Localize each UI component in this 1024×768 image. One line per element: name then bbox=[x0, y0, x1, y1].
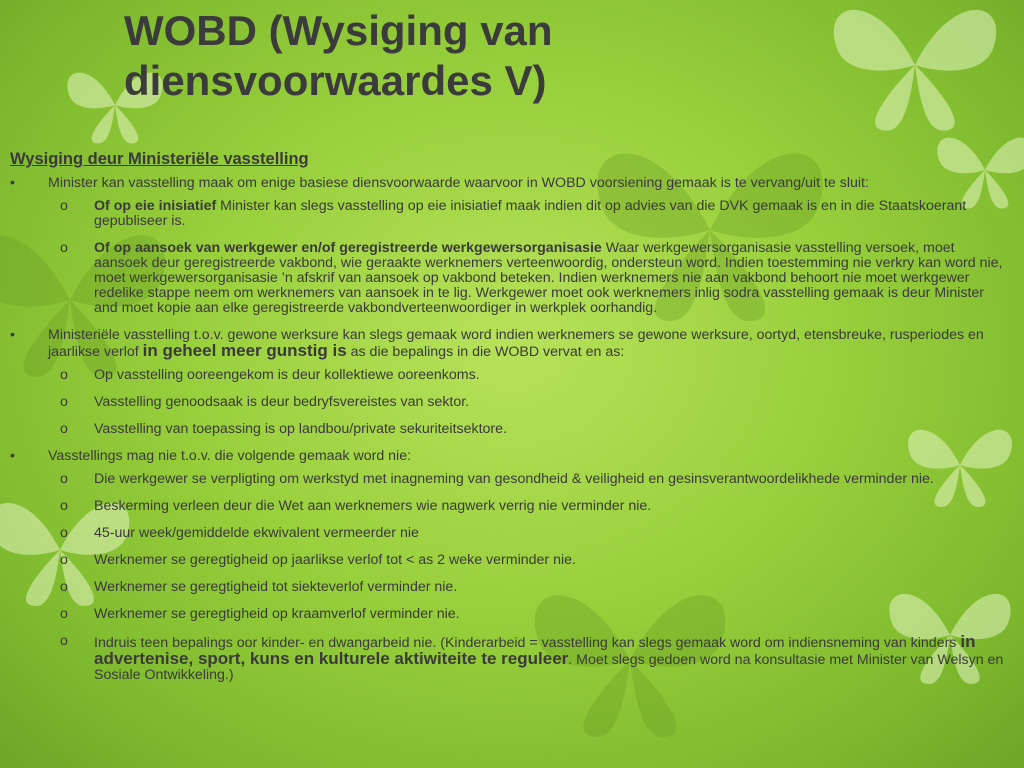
bullet-item bbox=[10, 176, 1010, 191]
sub-bullet-item bbox=[10, 553, 1010, 568]
bullet-emphasis: in geheel meer gunstig is bbox=[142, 341, 347, 360]
bullet-text: Ministeriële vasstelling t.o.v. gewone werksure kan slegs gemaak word indien werknemers se gewone werksure, oortyd, etensbreuke, rusperiodes en jaarlikse verlof bbox=[48, 327, 984, 360]
bullet-marker: • bbox=[10, 327, 15, 343]
sub-bullet-text: Werknemer se geregtigheid op jaarlikse verlof tot < as 2 weke verminder nie. bbox=[94, 552, 576, 568]
sub-bullet-marker: o bbox=[60, 633, 68, 649]
sub-bullet-text: Op vasstelling ooreengekom is deur kollektiewe ooreenkoms. bbox=[94, 367, 480, 383]
sub-bullet-bold: Of op aansoek van werkgewer en/of geregistreerde werkgewersorganisasie bbox=[94, 240, 602, 256]
sub-bullet-text: Die werkgewer se verpligting om werkstyd met inagneming van gesondheid & veiligheid en gesinsverantwoordelikhede verminder nie. bbox=[94, 471, 934, 487]
sub-bullet-bold: Of op eie inisiatief bbox=[94, 198, 217, 214]
sub-bullet-marker: o bbox=[60, 579, 68, 595]
sub-bullet-item bbox=[10, 526, 1010, 541]
sub-bullet-item bbox=[10, 607, 1010, 622]
sub-bullet-marker: o bbox=[60, 240, 68, 256]
sub-bullet-item bbox=[10, 199, 1010, 229]
sub-bullet-text: 45-uur week/gemiddelde ekwivalent vermeerder nie bbox=[94, 525, 419, 541]
bullet-marker: • bbox=[10, 448, 15, 464]
sub-bullet-emphasis: in advertenise, sport, kuns en kulturele aktiwiteite te reguleer bbox=[94, 632, 976, 668]
slide-title: WOBD (Wysiging van diensvoorwaardes V) bbox=[124, 7, 553, 104]
sub-bullet-marker: o bbox=[60, 471, 68, 487]
sub-bullet-item bbox=[10, 580, 1010, 595]
sub-bullet-item bbox=[10, 422, 1010, 437]
sub-bullet-marker: o bbox=[60, 421, 68, 437]
sub-bullet-text: . Moet slegs gedoen word na konsultasie met Minister van Welsyn en Sosiale Ontwikkeling.) bbox=[94, 652, 1004, 683]
sub-bullet-text: Vasstelling genoodsaak is deur bedryfsvereistes van sektor. bbox=[94, 394, 470, 410]
sub-bullet-marker: o bbox=[60, 525, 68, 541]
bullet-text: as die bepalings in die WOBD vervat en as: bbox=[346, 344, 625, 360]
butterfly-decoration bbox=[820, 0, 1010, 140]
sub-bullet-marker: o bbox=[60, 552, 68, 568]
sub-bullet-marker: o bbox=[60, 367, 68, 383]
sub-bullet-text: Beskerming verleen deur die Wet aan werknemers wie nagwerk verrig nie verminder nie. bbox=[94, 498, 652, 514]
sub-bullet-text: Werknemer se geregtigheid tot siekteverlof verminder nie. bbox=[94, 579, 458, 595]
sub-bullet-item bbox=[10, 634, 1010, 683]
sub-bullet-item bbox=[10, 499, 1010, 514]
sub-bullet-marker: o bbox=[60, 394, 68, 410]
slide-subtitle: Wysiging deur Ministeriële vasstelling bbox=[10, 150, 309, 168]
bullet-item bbox=[10, 328, 1010, 360]
slide-body bbox=[10, 152, 1010, 695]
sub-bullet-item bbox=[10, 368, 1010, 383]
sub-bullet-marker: o bbox=[60, 198, 68, 214]
sub-bullet-marker: o bbox=[60, 498, 68, 514]
sub-bullet-item bbox=[10, 241, 1010, 316]
sub-bullet-item bbox=[10, 472, 1010, 487]
bullet-text: Vasstellings mag nie t.o.v. die volgende gemaak word nie: bbox=[48, 448, 412, 464]
sub-bullet-text: Werknemer se geregtigheid op kraamverlof verminder nie. bbox=[94, 606, 460, 622]
bullet-item bbox=[10, 449, 1010, 464]
bullet-marker: • bbox=[10, 175, 15, 191]
sub-bullet-marker: o bbox=[60, 606, 68, 622]
sub-bullet-text: Vasstelling van toepassing is op landbou/private sekuriteitsektore. bbox=[94, 421, 507, 437]
bullet-text: Minister kan vasstelling maak om enige basiese diensvoorwaarde waarvoor in WOBD voorsiening gemaak is te vervang/uit te sluit: bbox=[48, 175, 869, 191]
sub-bullet-item bbox=[10, 395, 1010, 410]
sub-bullet-text: Waar werkgewersorganisasie vasstelling versoek, moet aansoek deur geregistreerde vakbond, wie geraakte werknemers verteenwoordig, ondersteun word. Indien toestemming nie verkry kan word nie, moet werkgewersorganisasie ’n afskrif van aansoek op vakbond beteken. Indien werknemers nie aan vakbond behoort nie moet werkgewer redelike stappe neem om werknemers van aansoek in te lig. Werkgewer moet ook werknemers inlig sodra vasstelling gemaak is deur Minister and moet kopie aan elke geregistreerde vakbondverteenwoordiger in werkplek oorhandig. bbox=[94, 240, 1003, 316]
sub-bullet-text: Indruis teen bepalings oor kinder- en dwangarbeid nie. (Kinderarbeid = vasstelling kan slegs gemaak word om indiensneming van kinders bbox=[94, 635, 961, 651]
sub-bullet-text: Minister kan slegs vasstelling op eie inisiatief maak indien dit op advies van die DVK gemaak is en in die Staatskoerant gepubliseer is. bbox=[94, 198, 967, 229]
